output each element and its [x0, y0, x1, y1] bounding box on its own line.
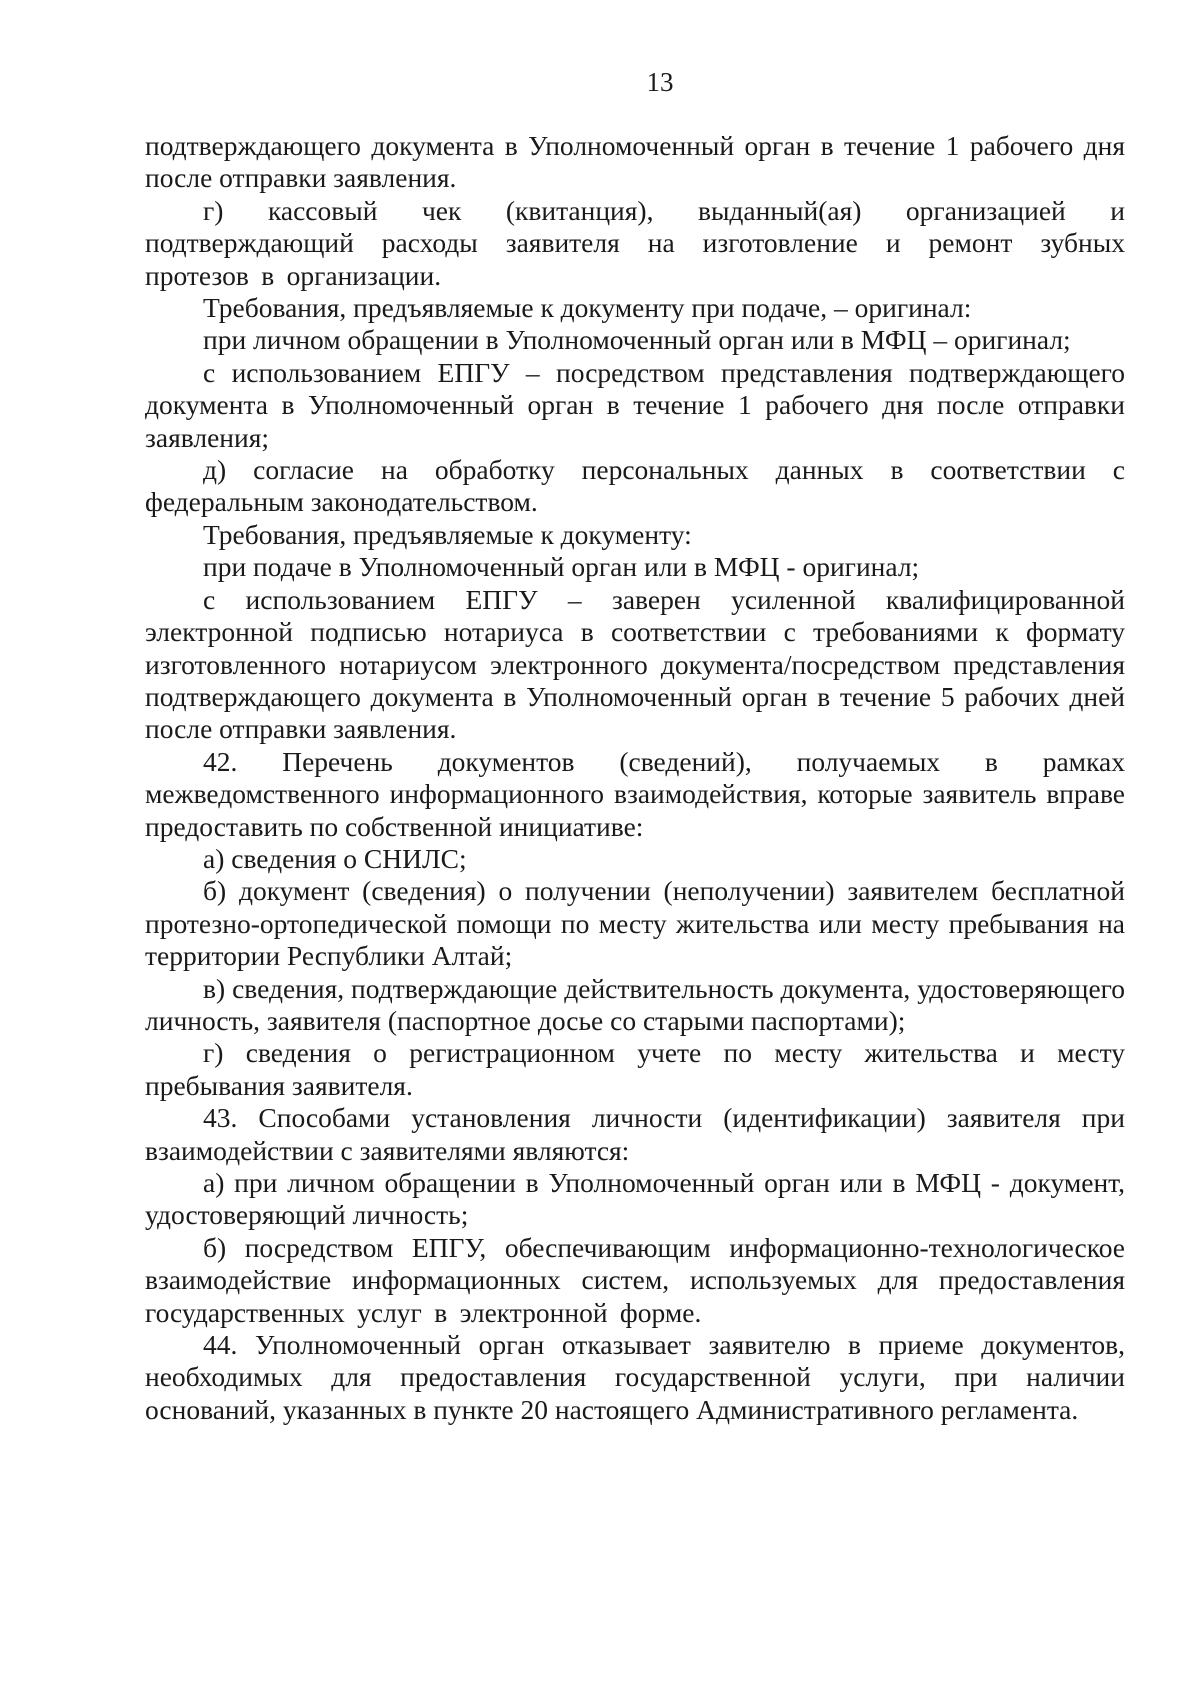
paragraph-2: г) кассовый чек (квитанция), выданный(ая) организацией и подтверждающий расходы заявителя на изготовление и ремонт зубных протезов в организации.	[145, 194, 1125, 291]
paragraph-15: 43. Способами установления личности (идентификации) заявителя при взаимодействии с заявителями являются:	[145, 1102, 1125, 1166]
paragraph-8: при подаче в Уполномоченный орган или в МФЦ - оригинал;	[203, 551, 920, 583]
paragraph-16: а) при личном обращении в Уполномоченный орган или в МФЦ - документ, удостоверяющий личность;	[145, 1167, 1125, 1231]
paragraph-4: при личном обращении в Уполномоченный орган или в МФЦ – оригинал;	[203, 324, 1071, 356]
paragraph-5: с использованием ЕПГУ – посредством представления подтверждающего документа в Уполномоченный орган в течение 1 рабочего дня после отправки заявления;	[145, 356, 1125, 453]
document-body	[145, 130, 1125, 1426]
paragraph-12: б) документ (сведения) о получении (неполучении) заявителем бесплатной протезно-ортопедической помощи по месту жительства или месту пребывания на территории Республики Алтай;	[145, 875, 1125, 972]
paragraph-17: б) посредством ЕПГУ, обеспечивающим информационно-технологическое взаимодействие информационных систем, используемых для предоставления государственных услуг в электронной форме.	[145, 1231, 1125, 1328]
paragraph-3: Требования, предъявляемые к документу при подаче, – оригинал:	[203, 292, 972, 324]
paragraph-13: в) сведения, подтверждающие действительность документа, удостоверяющего личность, заявителя (паспортное досье со старыми паспортами);	[145, 972, 1125, 1036]
paragraph-14: г) сведения о регистрационном учете по месту жительства и месту пребывания заявителя.	[145, 1037, 1125, 1101]
paragraph-18: 44. Уполномоченный орган отказывает заявителю в приеме документов, необходимых для предоставления государственной услуги, при наличии оснований, указанных в пункте 20 настоящего Административного регламента.	[145, 1329, 1125, 1425]
paragraph-7: Требования, предъявляемые к документу:	[203, 518, 692, 550]
paragraph-1: подтверждающего документа в Уполномоченный орган в течение 1 рабочего дня после отправки заявления.	[145, 130, 1125, 194]
paragraph-9: с использованием ЕПГУ – заверен усиленной квалифицированной электронной подписью нотариуса в соответствии с требованиями к формату изготовленного нотариусом электронного документа/посредством представления подтверждающего документа в Уполномоченный орган в течение 5 рабочих дней после отправки заявления.	[145, 583, 1125, 745]
paragraph-6: д) согласие на обработку персональных данных в соответствии с федеральным законодательством.	[145, 454, 1125, 518]
paragraph-11: а) сведения о СНИЛС;	[203, 842, 467, 874]
page-number: 13	[646, 67, 674, 97]
paragraph-10: 42. Перечень документов (сведений), получаемых в рамках межведомственного информационного взаимодействия, которые заявитель вправе предоставить по собственной инициативе:	[145, 745, 1125, 842]
